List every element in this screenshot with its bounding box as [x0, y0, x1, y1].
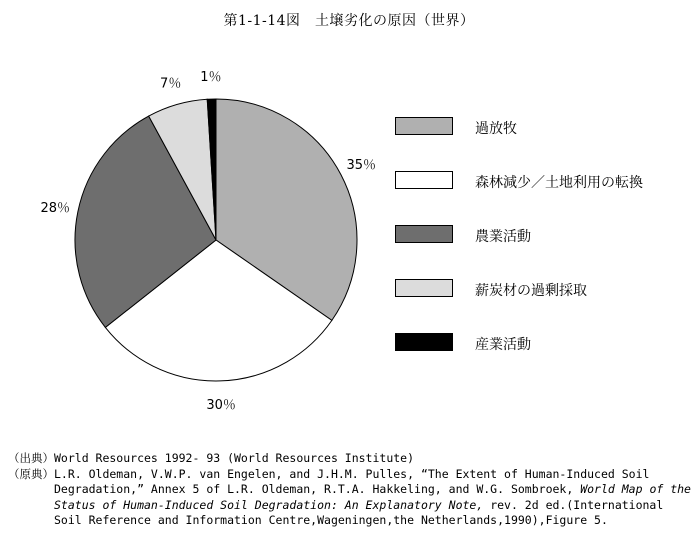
original-prefix: （原典）	[8, 466, 54, 481]
legend-swatch-overgrazing	[395, 117, 453, 135]
source-note	[8, 451, 694, 467]
legend-swatch-agriculture	[395, 225, 453, 243]
pie-label-industry: 1％	[200, 70, 222, 86]
original-text-part2: rev. 2d ed.(International Soil Reference and Information Centre,Wageningen,the Netherlands,1990),Figure 5.	[54, 497, 671, 527]
original-text-italic: World Map of the Status of Human-Induced Soil Degradation: An Explanatory Note,	[54, 482, 698, 512]
legend-item-agriculture	[395, 225, 695, 245]
pie-label-overgrazing: 35％	[346, 158, 377, 173]
legend-label-industry: 産業活動	[475, 337, 531, 353]
legend-item-industry	[395, 333, 695, 353]
legend-swatch-deforestation	[395, 171, 453, 189]
legend-swatch-industry	[395, 333, 453, 351]
pie-label-fuelwood: 7％	[160, 76, 182, 92]
legend	[395, 117, 695, 387]
chart-title: 第1-1-14図 土壌劣化の原因（世界）	[223, 13, 475, 29]
legend-label-agriculture: 農業活動	[475, 229, 531, 245]
original-text-part1: L.R. Oldeman, V.W.P. van Engelen, and J.H.M. Pulles, “The Extent of Human-Induced Soil Degradation,” Annex 5 of L.R. Oldeman, R.T.A. Hakkeling, and W.G. Sombroek,	[54, 466, 657, 496]
source-notes	[8, 451, 698, 529]
source-prefix: （出典）	[8, 451, 54, 465]
legend-label-deforestation: 森林減少／土地利用の転換	[475, 175, 643, 191]
pie-label-deforestation: 30％	[206, 397, 236, 413]
legend-item-deforestation	[395, 171, 695, 191]
original-source-note	[8, 466, 698, 529]
pie-label-agriculture: 28％	[40, 201, 71, 217]
legend-label-overgrazing: 過放牧	[475, 121, 517, 137]
legend-swatch-fuelwood	[395, 279, 453, 297]
legend-label-fuelwood: 薪炭材の過剰採取	[475, 283, 587, 299]
source-text: World Resources 1992- 93 (World Resources Institute)	[54, 451, 415, 465]
original-text	[54, 466, 698, 529]
legend-item-fuelwood	[395, 279, 695, 299]
legend-item-overgrazing	[395, 117, 695, 137]
